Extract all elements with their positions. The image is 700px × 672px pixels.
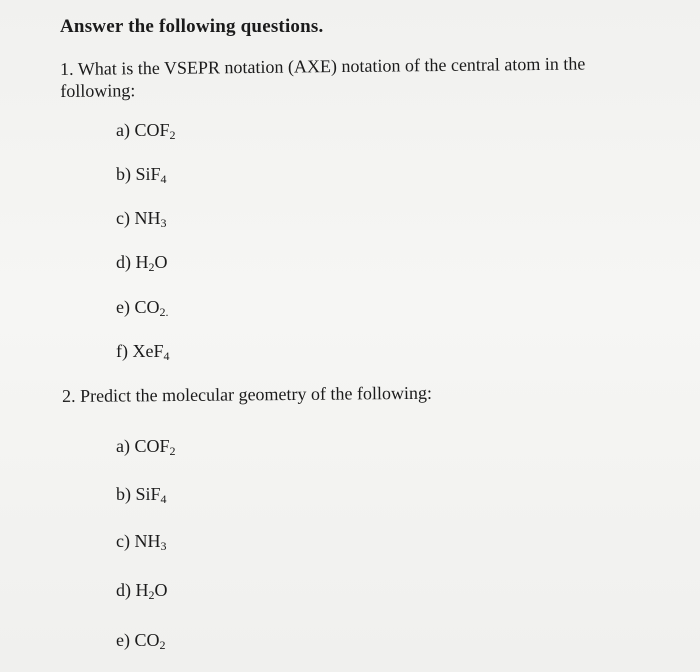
formula-symbol: H <box>135 580 149 600</box>
formula-symbol: NH <box>134 531 161 551</box>
item-label: a) <box>116 120 135 140</box>
formula-symbol: SiF <box>135 484 161 504</box>
q1-item-a <box>116 120 176 141</box>
item-label: e) <box>116 630 135 650</box>
formula-subscript: 2. <box>159 305 169 319</box>
formula <box>134 436 175 456</box>
formula <box>136 164 167 184</box>
item-label: c) <box>116 531 135 551</box>
q2-item-b <box>116 484 167 505</box>
formula <box>136 252 168 272</box>
formula-symbol: COF <box>134 436 170 456</box>
q1-item-b <box>116 164 167 185</box>
item-label: d) <box>116 580 136 600</box>
formula <box>134 120 175 140</box>
q2-item-d <box>116 580 168 601</box>
q1-item-f <box>116 341 170 362</box>
item-label: f) <box>116 341 133 361</box>
formula <box>134 297 168 317</box>
item-label: d) <box>116 252 136 272</box>
q1-item-e <box>116 297 169 318</box>
formula-symbol: O <box>154 252 168 272</box>
q2-item-c <box>116 531 166 552</box>
formula-subscript: 2 <box>148 260 155 274</box>
item-label: e) <box>116 297 135 317</box>
item-label: b) <box>116 484 136 504</box>
q2-item-a <box>116 436 176 457</box>
question-2-text: 2. Predict the molecular geometry of the following: <box>62 382 433 406</box>
formula-symbol: XeF <box>132 341 164 361</box>
formula-subscript: 2 <box>159 638 166 652</box>
formula-subscript: 4 <box>160 172 167 186</box>
formula <box>134 630 165 650</box>
q2-item-e <box>116 630 166 651</box>
formula-symbol: SiF <box>135 164 161 184</box>
formula <box>136 484 167 504</box>
formula <box>134 208 166 228</box>
question-1-text: 1. What is the VSEPR notation (AXE) notation of the central atom in the following: <box>60 53 586 101</box>
formula-subscript: 2 <box>169 128 176 142</box>
formula-subscript: 2 <box>169 444 176 458</box>
item-label: b) <box>116 164 136 184</box>
worksheet-heading: Answer the following questions. <box>60 16 324 37</box>
formula-symbol: COF <box>134 120 170 140</box>
formula-subscript: 2 <box>148 588 155 602</box>
formula <box>133 341 170 361</box>
q1-item-c <box>116 208 166 229</box>
formula-symbol: CO <box>134 630 160 650</box>
q1-item-d <box>116 252 168 273</box>
item-label: c) <box>116 208 135 228</box>
formula-subscript: 4 <box>160 492 167 506</box>
formula-subscript: 3 <box>160 539 167 553</box>
formula-symbol: NH <box>134 208 161 228</box>
formula-symbol: H <box>135 252 149 272</box>
item-label: a) <box>116 436 135 456</box>
formula-symbol: CO <box>134 297 160 317</box>
formula <box>136 580 168 600</box>
formula-subscript: 4 <box>163 349 170 363</box>
formula <box>134 531 166 551</box>
formula-subscript: 3 <box>160 216 167 230</box>
formula-symbol: O <box>154 580 168 600</box>
